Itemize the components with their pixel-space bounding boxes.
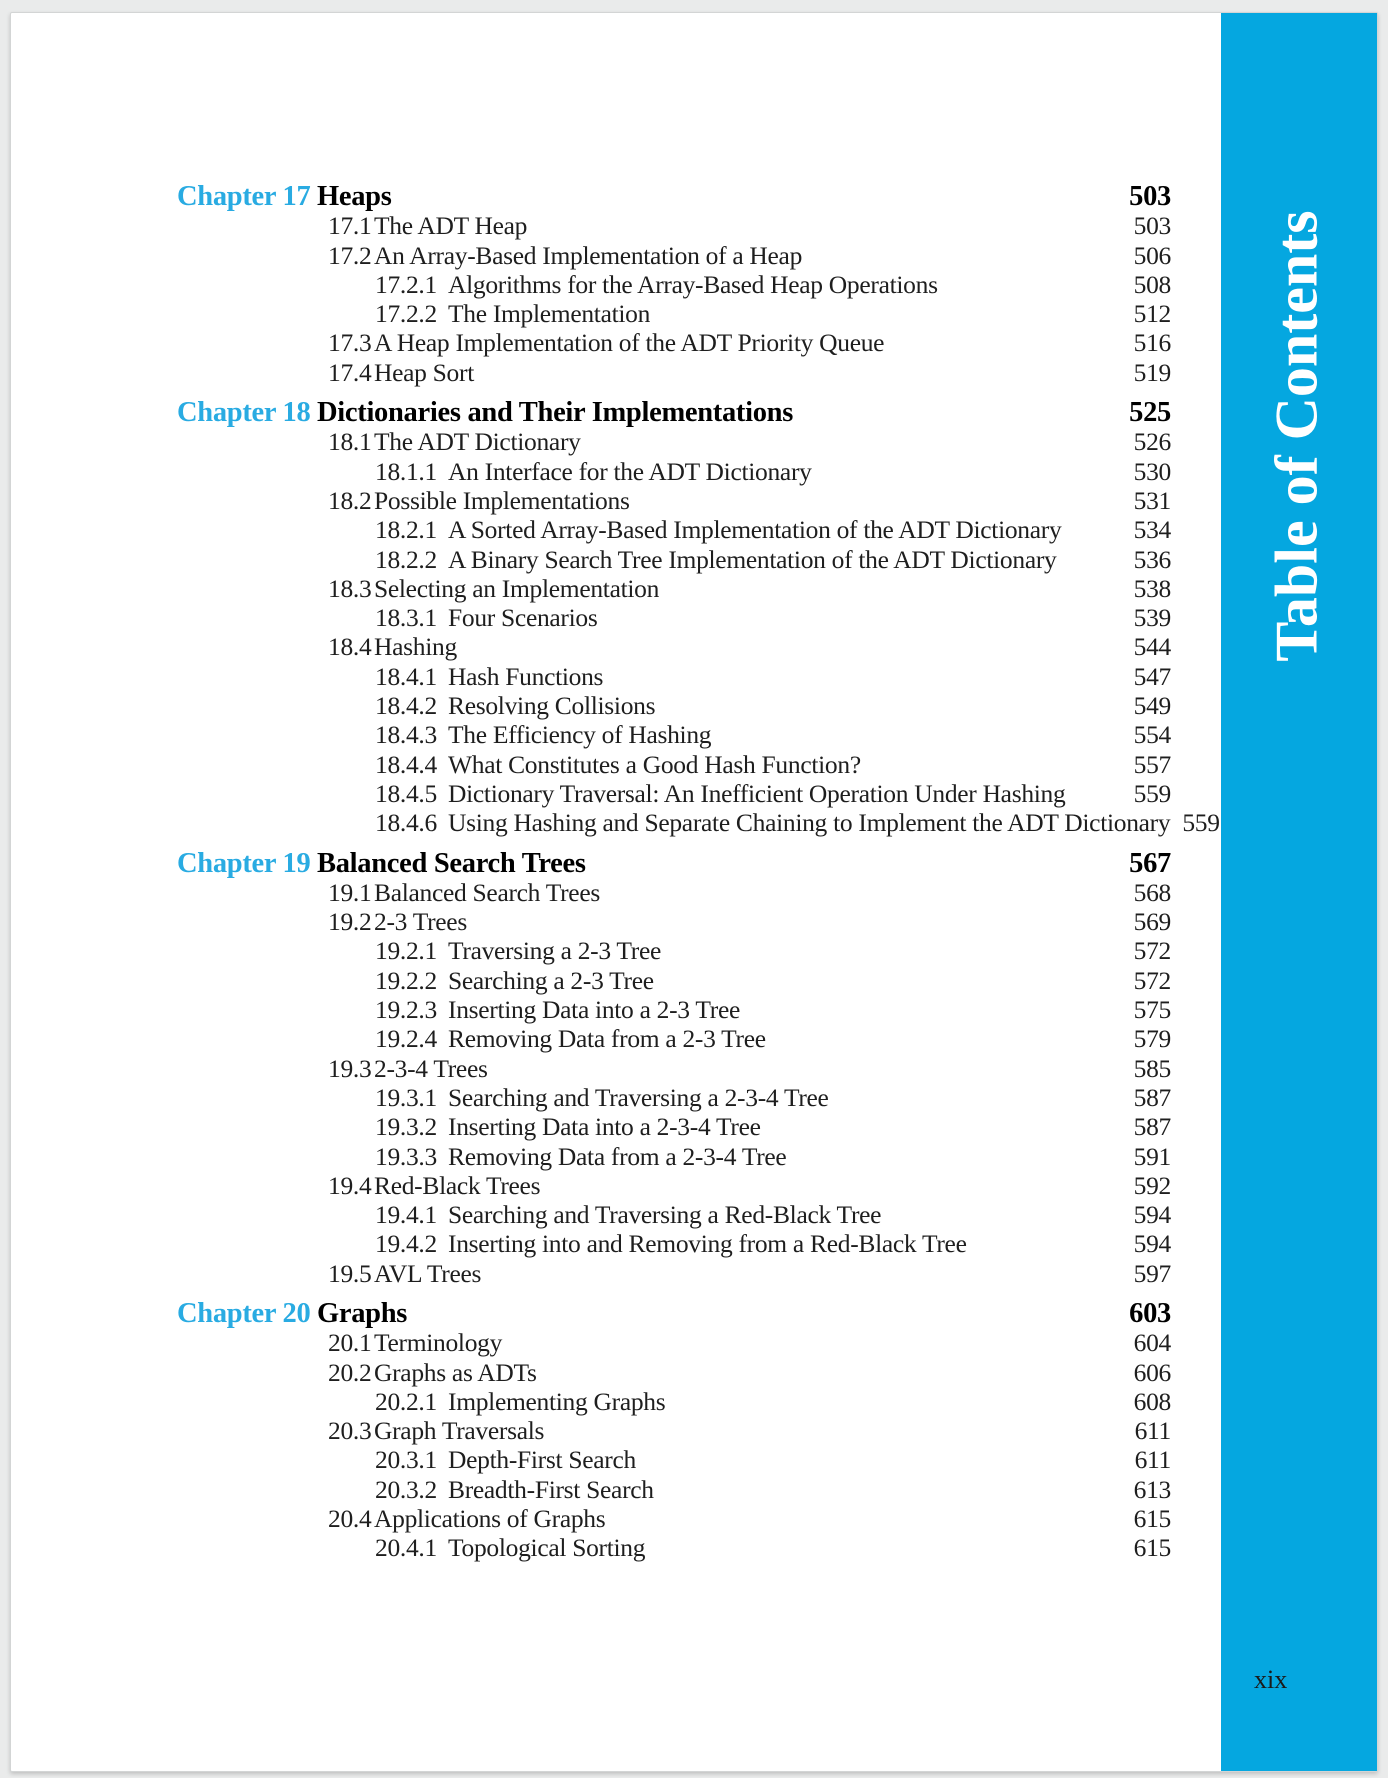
section-number: 19.3.2: [375, 1112, 437, 1142]
toc-entry-row: [177, 486, 1171, 515]
section-number: 19.4.1: [375, 1200, 437, 1230]
chapter-title: Heaps: [317, 181, 392, 212]
section-number: 18.4.2: [375, 691, 437, 721]
section-title: Balanced Search Trees: [374, 877, 600, 907]
toc-entry-row: [177, 632, 1171, 661]
toc-entry-row: [177, 1229, 1171, 1258]
section-number: 18.4: [328, 632, 372, 662]
section-page-number: 611: [1134, 1445, 1171, 1475]
section-number: 18.4.3: [375, 720, 437, 750]
section-title: The ADT Heap: [374, 211, 528, 241]
chapter-title: Balanced Search Trees: [317, 847, 586, 879]
toc-entry-row: [177, 1054, 1171, 1083]
section-title: A Sorted Array-Based Implementation of the ADT Dictionary: [448, 515, 1062, 545]
section-page-number: 568: [1133, 877, 1171, 907]
section-number: 20.4.1: [375, 1533, 437, 1563]
section-number: 18.4.5: [375, 778, 437, 808]
chapter-label: Chapter 17: [177, 181, 311, 212]
section-number: 18.2: [328, 485, 372, 515]
section-page-number: 549: [1133, 691, 1171, 721]
toc-entry-row: [177, 1083, 1171, 1112]
chapter-row: [177, 182, 1171, 211]
section-number: 19.2.4: [375, 1024, 437, 1054]
section-number: 20.3.2: [375, 1474, 437, 1504]
toc-entry-row: [177, 691, 1171, 720]
section-number: 18.1.1: [375, 456, 437, 486]
section-title: Inserting Data into a 2-3-4 Tree: [448, 1112, 761, 1142]
section-title: Inserting into and Removing from a Red-Black Tree: [448, 1229, 967, 1259]
toc-entry-row: [177, 662, 1171, 691]
section-title: Selecting an Implementation: [374, 573, 660, 603]
toc-entry-row: [177, 358, 1171, 387]
section-page-number: 530: [1133, 456, 1171, 486]
chapter-title: Dictionaries and Their Implementations: [317, 397, 794, 429]
toc-entry-row: [177, 750, 1171, 779]
section-page-number: 534: [1133, 515, 1171, 545]
chapter-label: Chapter 18: [177, 397, 311, 429]
section-page-number: 526: [1133, 427, 1171, 457]
section-title: Inserting Data into a 2-3 Tree: [448, 995, 740, 1025]
section-page-number: 587: [1133, 1112, 1171, 1142]
section-page-number: 594: [1133, 1229, 1171, 1259]
section-page-number: 536: [1133, 544, 1171, 574]
section-number: 19.4.2: [375, 1229, 437, 1259]
toc-entry-row: [177, 1533, 1171, 1562]
section-page-number: 613: [1133, 1474, 1171, 1504]
section-title: Searching and Traversing a Red-Black Tree: [448, 1200, 882, 1230]
toc-entry-row: [177, 545, 1171, 574]
section-page-number: 615: [1133, 1533, 1171, 1563]
toc-entry-row: [177, 1504, 1171, 1533]
toc-entry-row: [177, 1416, 1171, 1445]
section-number: 19.3: [328, 1053, 372, 1083]
section-page-number: 508: [1133, 269, 1171, 299]
toc-entry-row: [177, 966, 1171, 995]
section-title: Graph Traversals: [374, 1416, 545, 1446]
section-title: The ADT Dictionary: [374, 427, 581, 457]
page-number: xix: [1254, 1665, 1288, 1694]
book-page: [10, 12, 1378, 1772]
section-page-number: 554: [1133, 720, 1171, 750]
section-title: Four Scenarios: [448, 603, 598, 633]
toc-entry-row: [177, 328, 1171, 357]
section-page-number: 531: [1133, 485, 1171, 515]
section-number: 17.1: [328, 211, 372, 241]
section-number: 17.3: [328, 328, 372, 358]
toc-entry-row: [177, 936, 1171, 965]
section-title: Hashing: [374, 632, 457, 662]
section-number: 20.3: [328, 1416, 372, 1446]
section-number: 19.2.3: [375, 995, 437, 1025]
section-page-number: 585: [1133, 1053, 1171, 1083]
section-page-number: 539: [1133, 603, 1171, 633]
section-page-number: 579: [1133, 1024, 1171, 1054]
section-number: 18.2.1: [375, 515, 437, 545]
section-title: AVL Trees: [374, 1258, 482, 1288]
toc-entry-row: [177, 808, 1220, 838]
section-title: A Binary Search Tree Implementation of the ADT Dictionary: [448, 544, 1057, 574]
section-page-number: 547: [1133, 661, 1171, 691]
section-title: An Interface for the ADT Dictionary: [448, 456, 812, 486]
section-page-number: 611: [1134, 1416, 1171, 1446]
section-page-number: 557: [1133, 749, 1171, 779]
toc-entry-row: [177, 1475, 1171, 1504]
section-title: The Implementation: [448, 299, 651, 329]
section-page-number: 606: [1133, 1357, 1171, 1387]
chapter-page-number: 503: [1129, 181, 1171, 212]
toc-entry-row: [177, 907, 1171, 936]
toc-entry-row: [177, 1358, 1171, 1387]
section-title: Removing Data from a 2-3-4 Tree: [448, 1141, 787, 1171]
section-title: Topological Sorting: [448, 1533, 646, 1563]
section-title: Searching and Traversing a 2-3-4 Tree: [448, 1082, 829, 1112]
toc-entry-row: [177, 1024, 1171, 1053]
toc-entry-row: [177, 1387, 1171, 1416]
section-number: 20.3.1: [375, 1445, 437, 1475]
section-number: 17.2: [328, 240, 372, 270]
section-title: Resolving Collisions: [448, 691, 656, 721]
section-number: 19.4: [328, 1170, 372, 1200]
section-number: 18.3: [328, 573, 372, 603]
section-number: 20.2.1: [375, 1386, 437, 1416]
toc-entry-row: [177, 515, 1171, 544]
chapter-row: [177, 398, 1171, 427]
chapter-row: [177, 1299, 1171, 1328]
section-title: Heap Sort: [374, 357, 474, 387]
section-title: Red-Black Trees: [374, 1170, 541, 1200]
section-page-number: 516: [1133, 328, 1171, 358]
section-title: 2-3-4 Trees: [374, 1053, 488, 1083]
section-title: Depth-First Search: [448, 1445, 636, 1475]
section-page-number: 604: [1133, 1328, 1171, 1358]
section-title: Searching a 2-3 Tree: [448, 965, 654, 995]
toc-entry-row: [177, 720, 1171, 749]
section-page-number: 615: [1133, 1504, 1171, 1534]
section-number: 18.3.1: [375, 603, 437, 633]
chapter-title: Graphs: [317, 1297, 408, 1329]
section-title: The Efficiency of Hashing: [448, 720, 712, 750]
section-page-number: 575: [1133, 995, 1171, 1025]
section-title: Possible Implementations: [374, 485, 630, 515]
section-page-number: 608: [1133, 1386, 1171, 1416]
section-title: Dictionary Traversal: An Inefficient Operation Under Hashing: [448, 778, 1066, 808]
section-page-number: 503: [1133, 211, 1171, 241]
section-number: 19.5: [328, 1258, 372, 1288]
toc-entry-row: [177, 299, 1171, 328]
section-page-number: 572: [1133, 965, 1171, 995]
toc-entry-row: [177, 270, 1171, 299]
section-page-number: 559: [1182, 808, 1220, 838]
section-number: 19.2.2: [375, 965, 437, 995]
toc-entry-row: [177, 779, 1171, 808]
section-number: 20.2: [328, 1357, 372, 1387]
section-page-number: 519: [1133, 357, 1171, 387]
chapter-page-number: 525: [1129, 397, 1171, 429]
section-number: 19.1: [328, 877, 372, 907]
section-title: Implementing Graphs: [448, 1386, 666, 1416]
section-page-number: 512: [1133, 299, 1171, 329]
toc-entry-row: [177, 457, 1171, 486]
section-number: 18.2.2: [375, 544, 437, 574]
toc-entry-row: [177, 1112, 1171, 1141]
toc-entry-row: [177, 1259, 1171, 1288]
section-number: 17.4: [328, 357, 372, 387]
section-page-number: 506: [1133, 240, 1171, 270]
toc-entry-row: [177, 574, 1171, 603]
toc-list: [177, 181, 1220, 1563]
section-number: 17.2.2: [375, 299, 437, 329]
chapter-row: [177, 849, 1171, 878]
section-page-number: 559: [1133, 778, 1171, 808]
section-title: Algorithms for the Array-Based Heap Operations: [448, 269, 938, 299]
section-title: An Array-Based Implementation of a Heap: [374, 240, 803, 270]
toc-entry-row: [177, 1142, 1171, 1171]
toc-entry-row: [177, 603, 1171, 632]
section-title: What Constitutes a Good Hash Function?: [448, 749, 861, 779]
toc-entry-row: [177, 1171, 1171, 1200]
toc-entry-row: [177, 241, 1171, 270]
section-page-number: 569: [1133, 907, 1171, 937]
section-number: 17.2.1: [375, 269, 437, 299]
chapter-page-number: 567: [1129, 847, 1171, 879]
section-number: 19.2.1: [375, 936, 437, 966]
section-number: 18.4.4: [375, 749, 437, 779]
section-number: 19.2: [328, 907, 372, 937]
section-title: Applications of Graphs: [374, 1504, 606, 1534]
chapter-label: Chapter 19: [177, 847, 311, 879]
section-page-number: 591: [1133, 1141, 1171, 1171]
toc-entry-row: [177, 878, 1171, 907]
section-page-number: 592: [1133, 1170, 1171, 1200]
toc-entry-row: [177, 995, 1171, 1024]
spine-bar: [1221, 13, 1377, 1771]
section-page-number: 572: [1133, 936, 1171, 966]
toc-entry-row: [177, 1200, 1171, 1229]
section-number: 19.3.3: [375, 1141, 437, 1171]
section-page-number: 544: [1133, 632, 1171, 662]
section-title: Using Hashing and Separate Chaining to Implement the ADT Dictionary: [448, 808, 1171, 838]
section-title: Terminology: [374, 1328, 503, 1358]
toc-entry-row: [177, 1445, 1171, 1474]
section-number: 18.1: [328, 427, 372, 457]
section-title: Breadth-First Search: [448, 1474, 654, 1504]
toc-entry-row: [177, 1328, 1171, 1357]
chapter-label: Chapter 20: [177, 1297, 311, 1329]
section-title: A Heap Implementation of the ADT Priority Queue: [374, 328, 885, 358]
section-page-number: 587: [1133, 1082, 1171, 1112]
section-number: 20.1: [328, 1328, 372, 1358]
toc-entry-row: [177, 427, 1171, 456]
section-title: Removing Data from a 2-3 Tree: [448, 1024, 766, 1054]
section-number: 18.4.1: [375, 661, 437, 691]
section-number: 20.4: [328, 1504, 372, 1534]
section-title: Graphs as ADTs: [374, 1357, 537, 1387]
section-page-number: 538: [1133, 573, 1171, 603]
section-number: 18.4.6: [375, 808, 437, 838]
section-page-number: 594: [1133, 1200, 1171, 1230]
section-title: Traversing a 2-3 Tree: [448, 936, 662, 966]
spine-title: Table of Contents: [1263, 210, 1330, 662]
toc-entry-row: [177, 211, 1171, 240]
section-title: 2-3 Trees: [374, 907, 467, 937]
chapter-page-number: 603: [1129, 1297, 1171, 1329]
section-page-number: 597: [1133, 1258, 1171, 1288]
section-title: Hash Functions: [448, 661, 604, 691]
section-number: 19.3.1: [375, 1082, 437, 1112]
